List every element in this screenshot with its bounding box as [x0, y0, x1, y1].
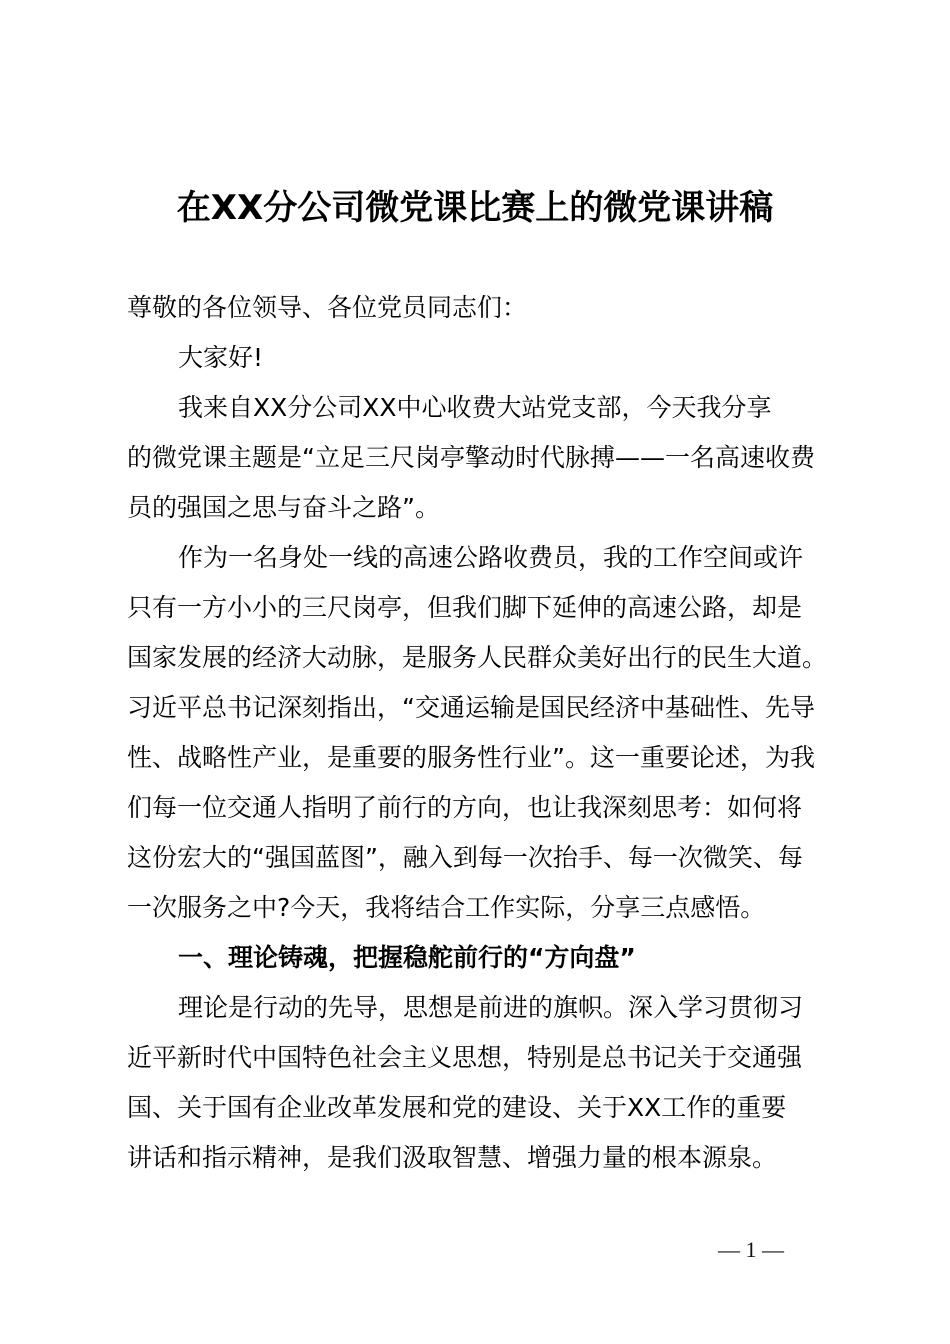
- paragraph-line: 性、战略性产业，是重要的服务性行业”。这一重要论述，为我: [127, 743, 815, 772]
- paragraph-line: 们每一位交通人指明了前行的方向，也让我深刻思考：如何将: [127, 793, 803, 822]
- paragraph-line: 国、关于国有企业改革发展和党的建设、关于XX工作的重要: [127, 1093, 787, 1122]
- salutation-line: 尊敬的各位领导、各位党员同志们：: [127, 293, 528, 322]
- paragraph-line: 习近平总书记深刻指出，“交通运输是国民经济中基础性、先导: [127, 693, 815, 722]
- paragraph-line: 理论是行动的先导，思想是前进的旗帜。深入学习贯彻习: [178, 993, 804, 1022]
- paragraph-line: 的微党课主题是“立足三尺岗亭擎动时代脉搏——一名高速收费: [127, 443, 815, 472]
- paragraph-line: 员的强国之思与奋斗之路”。: [127, 493, 440, 522]
- document-title: 在XX分公司微党课比赛上的微党课讲稿: [176, 188, 774, 228]
- paragraph-line: 我来自XX分公司XX中心收费大站党支部，今天我分享: [178, 393, 772, 422]
- paragraph-line: 讲话和指示精神，是我们汲取智慧、增强力量的根本源泉。: [127, 1143, 778, 1172]
- paragraph-line: 这份宏大的“强国蓝图”，融入到每一次抬手、每一次微笑、每: [127, 843, 803, 872]
- section-heading: 一、理论铸魂，把握稳舵前行的“方向盘”: [178, 943, 636, 972]
- paragraph-line: 近平新时代中国特色社会主义思想，特别是总书记关于交通强: [127, 1043, 803, 1072]
- document-body: [127, 283, 847, 1183]
- paragraph-line: 国家发展的经济大动脉，是服务人民群众美好出行的民生大道。: [127, 643, 828, 672]
- paragraph-line: 一次服务之中?今天，我将结合工作实际，分享三点感悟。: [127, 893, 766, 922]
- paragraph-line: 作为一名身处一线的高速公路收费员，我的工作空间或许: [178, 543, 804, 572]
- greeting-line: 大家好!: [178, 343, 264, 372]
- paragraph-line: 只有一方小小的三尺岗亭，但我们脚下延伸的高速公路，却是: [127, 593, 803, 622]
- page-number: — 1 —: [718, 1237, 784, 1262]
